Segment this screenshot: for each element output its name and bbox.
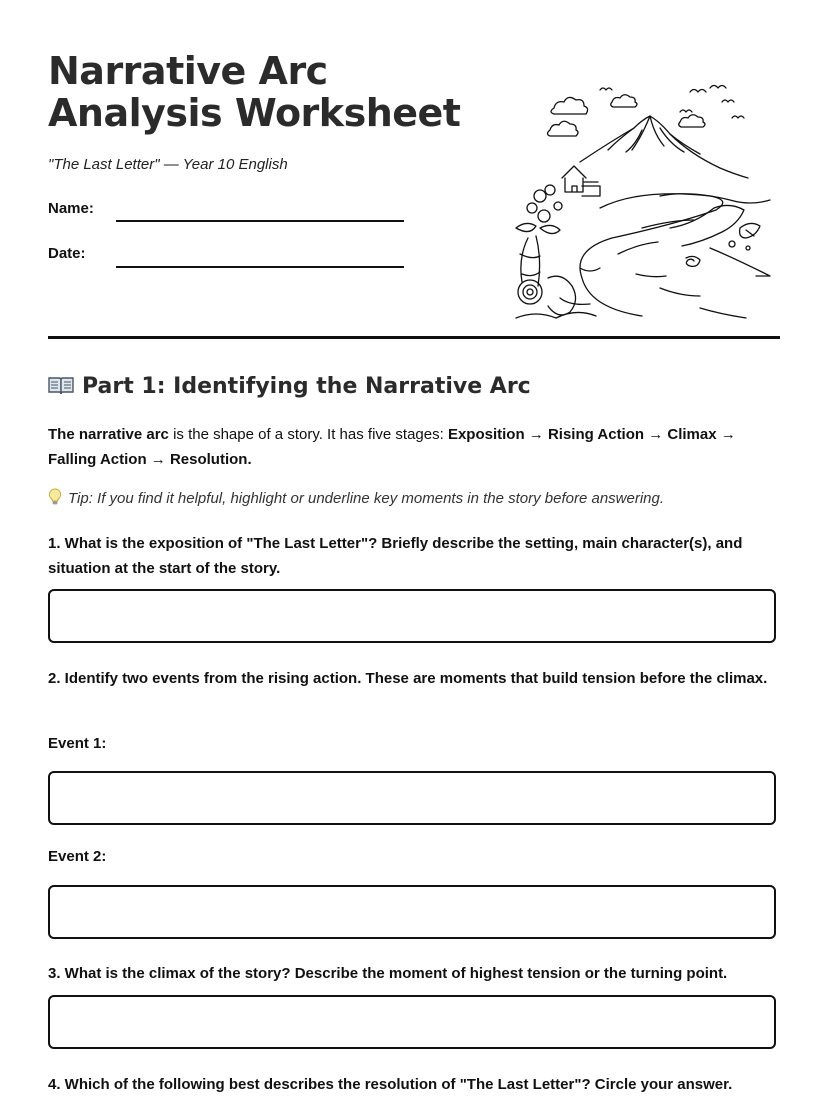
tip [48, 488, 664, 507]
lightbulb-icon [48, 488, 62, 506]
answer-box-event-1[interactable] [48, 771, 776, 825]
event-1-label: Event 1: [48, 735, 107, 752]
question-3: 3. What is the climax of the story? Describe the moment of highest tension or the turning point. [48, 965, 728, 982]
landscape-mountain-river-illustration [510, 78, 782, 322]
part1-heading [48, 374, 531, 399]
worksheet-title: Narrative Arc Analysis Worksheet [48, 49, 461, 135]
name-field[interactable] [116, 220, 404, 222]
date-field[interactable] [116, 266, 404, 268]
name-label: Name: [48, 200, 94, 217]
arc-stages: Exposition → Rising Action → Climax → Falling Action → Resolution. [48, 426, 736, 468]
date-label: Date: [48, 245, 86, 262]
answer-box-q3[interactable] [48, 995, 776, 1049]
question-1: 1. What is the exposition of "The Last Letter"? Briefly describe the setting, main character(s), and situation at the start of the story. [48, 535, 743, 577]
answer-box-q1[interactable] [48, 589, 776, 643]
intro-text: is the shape of a story. It has five stages: [168, 426, 448, 443]
worksheet-subtitle: "The Last Letter" — Year 10 English [48, 156, 288, 173]
header-divider [48, 336, 780, 339]
event-2-label: Event 2: [48, 848, 107, 865]
tip-text: Tip: If you find it helpful, highlight or underline key moments in the story before answering. [68, 490, 665, 507]
open-book-icon [48, 375, 74, 395]
question-2: 2. Identify two events from the rising action. These are moments that build tension before the climax. [48, 670, 768, 687]
narrative-arc-intro [48, 422, 780, 472]
question-4: 4. Which of the following best describes the resolution of "The Last Letter"? Circle your answer. [48, 1076, 733, 1093]
answer-box-event-2[interactable] [48, 885, 776, 939]
intro-term: The narrative arc [48, 426, 169, 443]
part1-title: Part 1: Identifying the Narrative Arc [82, 374, 531, 399]
